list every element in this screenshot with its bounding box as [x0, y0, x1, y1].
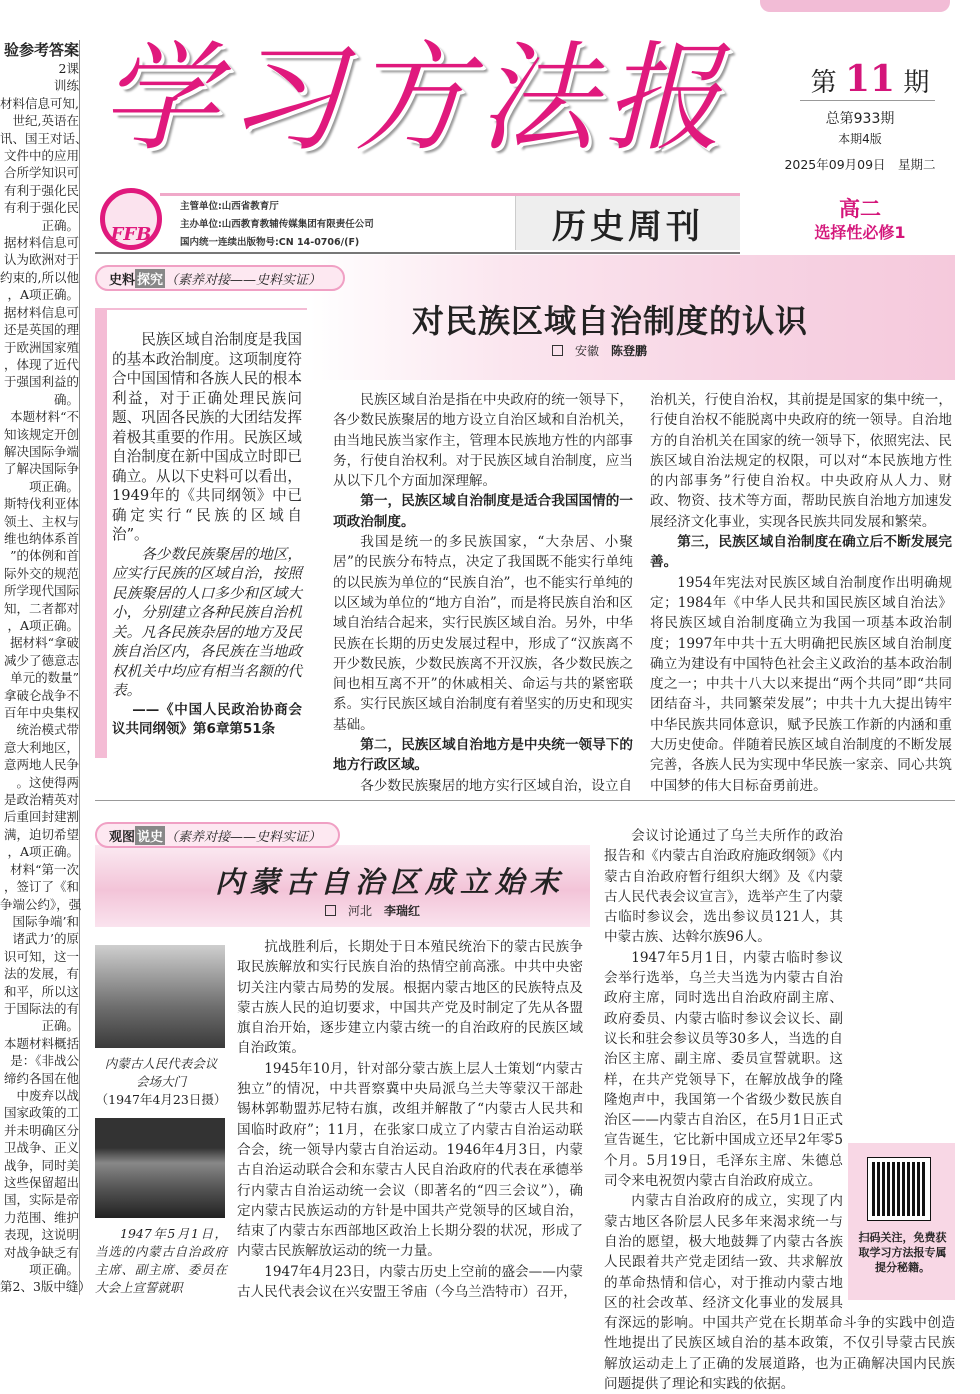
answer-line: 本题材料“不 — [10, 409, 79, 425]
answer-key-column — [0, 40, 91, 1295]
article1-column-2 — [650, 390, 952, 796]
answer-line: 领土、主权与 — [3, 513, 79, 529]
source-sidebar-text — [112, 330, 302, 740]
answer-line: 约束的,所以他 — [0, 269, 79, 285]
answer-line: 据材料信息可 — [3, 304, 79, 320]
caption-line: （1947年4月23日摄） — [95, 1092, 227, 1107]
answer-line: 还是英国的理 — [3, 322, 79, 338]
top-decoration-bar — [760, 0, 950, 12]
answer-line: 法的发展，有 — [3, 966, 79, 982]
article1-byline — [552, 342, 647, 359]
answer-line: 识可知，这一 — [3, 948, 79, 964]
answer-line: 并未明确区分 — [3, 1122, 79, 1138]
answer-line: 有利于强化民 — [3, 200, 79, 216]
answer-line: 于欧洲国家殖 — [3, 339, 79, 355]
tag-subtitle: （素养对接——史料实证） — [165, 829, 322, 845]
issue-prefix: 第 — [810, 68, 837, 98]
photo2-caption: 1947年5月1日，当选的内蒙古自治政府主席、副主席、委员在大会上宣誓就职 — [95, 1226, 227, 1295]
paragraph: 会议讨论通过了乌兰夫所作的政治报告和《内蒙古自治政府施政纲领》《内蒙古自治政府暂行组织大纲》及《内蒙古人民代表会议宣言》，选举产生了内蒙古临时参议会，选出参议员121人，其中蒙古族、达斡尔族96人。 — [604, 828, 843, 946]
answer-line: 有利于强化民 — [3, 182, 79, 198]
section-tag-picture-history — [95, 822, 340, 848]
newspaper-masthead: 学习方法报 — [100, 29, 731, 167]
paragraph: 我国是统一的多民族国家，“大杂居、小聚居”的民族分布特点，决定了我国既不能实行单纯的以民族为单位的“民族自治”，也不能实行单纯的以区域为单位的“地方自治”，而是将民族自治和区域自治结合起来，实行民族区域自治。另外，中华民族在长期的历史发展过程中，形成了“汉族离不开少数民族，少数民族离不开汉族，各少数民族之间也相互离不开”的休戚相关、命运与共的紧密联系。实行民族区域自治制度有着坚实的历史和现实基础。 — [333, 534, 633, 733]
answer-line: 验参考答案 — [3, 41, 79, 59]
answer-line: 减少了德意志 — [3, 652, 79, 668]
grade-label: 高二 — [839, 197, 881, 221]
answer-line: 正确。 — [41, 217, 79, 233]
author-region: 河北 — [348, 904, 373, 918]
subheading: 第二，民族区域自治地方是中央统一领导下的地方行政区域。 — [333, 737, 633, 774]
answer-line: 拿破仑战争不 — [3, 687, 79, 703]
tag-highlight: 探究 — [135, 269, 165, 288]
byline-box-icon — [552, 345, 563, 356]
answer-line: 了解决国际争 — [3, 461, 79, 477]
answer-line: 于国际法的有 — [3, 1000, 79, 1016]
answer-line: 文件中的应用 — [3, 148, 79, 164]
answer-line: 2课 — [58, 61, 79, 76]
answer-line: 国际争端’和 — [12, 913, 79, 929]
sidebar-source: ——《中国人民政治协商会议共同纲领》第6章第51条 — [112, 701, 302, 737]
issue-number — [770, 58, 970, 100]
answer-line: 国家政策的工 — [3, 1105, 79, 1121]
answer-line: 表现，这说明 — [3, 1227, 79, 1243]
page-count: 本期4版 — [838, 132, 882, 146]
answer-line: ，体现了近代 — [3, 356, 79, 372]
issue-number-value: 11 — [844, 58, 896, 100]
sidebar-intro: 民族区域自治制度是我国的基本政治制度。这项制度符合中国国情和各族人民的根本利益，对于正确处理民族问题、巩固各民族的大团结发挥着极其重要的作用。民族区域自治制度在新中国成立时即已确立。从以下史料可以看出，1949年的《共同纲领》中已确定实行“民族的区域自治”。 — [112, 331, 302, 543]
logo-text: FFB — [110, 224, 152, 245]
header-divider — [95, 252, 740, 254]
sidebar-quote: 各少数民族聚居的地区，应实行民族的区域自治，按照民族聚居的人口多少和区域大小，分别建立各种民族自治机关。凡各民族杂居的地方及民族自治区内，各民族在当地政权机关中均应有相当名额的代表。 — [112, 545, 302, 699]
answer-line: 世纪,英语在 — [12, 113, 79, 129]
author-name: 李瑞红 — [384, 904, 421, 918]
answer-line: 第2、3版中缝） — [0, 1279, 91, 1295]
paragraph: 各少数民族聚居的地方实行区域自治，设立自 — [360, 777, 633, 794]
issue-date: 2025年09月09日 星期二 — [784, 157, 936, 172]
answer-line: 这些保留超出 — [3, 1175, 79, 1190]
answer-line: 缔约各国在他 — [3, 1070, 79, 1086]
author-name: 陈登鹏 — [611, 344, 648, 358]
answer-line: 材料“第一次 — [10, 861, 79, 877]
qr-promo-text: 扫码关注，免费获取学习方法报专属提分秘籍。 — [858, 1231, 947, 1274]
answer-line: 战争，同时美 — [3, 1157, 79, 1173]
paragraph: 1947年5月1日，内蒙古临时参议会举行选举，乌兰夫当选为内蒙古自治政府主席，同时选出自治政府副主席、政府委员、内蒙古临时参议会议长、副议长和驻会参议员等30多人，当选的自治区主席、副主席、委员宣誓就职。这样，在共产党领导下，在解放战争的隆隆炮声中，我国第一个省级少数民族自治区——内蒙古自治区，在5月1日正式宣告诞生，它比新中国成立还早2年零5个月。5月19日，毛泽东主席、朱德总司令来电祝贺内蒙古自治政府成立。 — [604, 949, 843, 1190]
answer-line: 讯、国王对话、 — [0, 130, 88, 146]
answer-line: ，A项正确。 — [7, 618, 79, 633]
answer-line: 。这使得两 — [16, 774, 79, 790]
issue-suffix: 期 — [903, 68, 930, 98]
caption-line: 内蒙古人民代表会议 — [104, 1056, 218, 1071]
answer-line: 项正确。 — [28, 478, 79, 494]
supervisor-info: 主管单位:山西省教育厅 — [180, 201, 279, 212]
answer-line: 据材料信息可 — [3, 235, 79, 251]
tag-highlight: 说史 — [135, 826, 165, 845]
article2-title: 内蒙古自治区成立始末 — [214, 865, 565, 899]
article2-column-1 — [237, 937, 583, 1302]
answer-line: 后重回封建割 — [3, 809, 79, 825]
answer-line: 知该规定开创 — [3, 426, 79, 442]
answer-line: 维也纳体系首 — [3, 530, 79, 546]
answer-line: ，A项正确。 — [7, 287, 79, 303]
answer-line: ，A项正确。 — [7, 844, 79, 860]
subheading: 第一，民族区域自治制度是适合我国国情的一项政治制度。 — [333, 493, 633, 530]
answer-line: 诸武力’的原 — [12, 931, 79, 947]
author-region: 安徽 — [575, 344, 600, 358]
answer-line: 际外交的规范 — [3, 565, 79, 581]
answer-line: 意两地人民争 — [3, 757, 79, 773]
answer-line: 正确。 — [41, 1018, 79, 1034]
tag-label: 观图 — [109, 829, 136, 845]
section-title-history-weekly: 历史周刊 — [515, 196, 740, 250]
answer-line: 争端公约》，强 — [0, 896, 82, 912]
answer-line: 本题材料概括 — [3, 1035, 79, 1051]
paragraph: 治机关，行使自治权，其前提是国家的集中统一，行使自治权不能脱离中央政府的统一领导。自治地方的自治机关在国家的统一领导下，依照宪法、民族区域自治法规定的权限，可以对“本民族地方性的内部事务”行使自治权。中央政府从人力、财政、物资、技术等方面，帮助民族自治地方加速发展经济文化事业，实现各民族共同发展和繁荣。 — [650, 392, 952, 530]
answer-line: 是政治精英对 — [3, 792, 79, 808]
answer-line: 认为欧洲对于 — [3, 252, 79, 268]
photo-conference-gate — [95, 945, 225, 1048]
sponsor-info: 主办单位:山西教育教辅传媒集团有限责任公司 — [180, 219, 374, 230]
subheading: 第三，民族区域自治制度在确立后不断发展完善。 — [650, 534, 952, 571]
answer-line: 确。 — [53, 391, 79, 407]
paragraph: 民族区域自治是指在中央政府的统一领导下，各少数民族聚居的地方设立自治区域和自治机关，由当地民族当家作主，管理本民族地方性的内部事务，行使自治权利。对于民族区域自治制度，应当从以下几个方面加深理解。 — [333, 392, 633, 490]
answer-line: 合所学知识可 — [3, 165, 79, 181]
article1-title: 对民族区域自治制度的认识 — [411, 302, 808, 340]
paragraph: 1945年10月，针对部分蒙古族上层人士策划“内蒙古独立”的情况，中共晋察冀中央局派乌兰夫等蒙汉干部赴锡林郭勒盟苏尼特右旗，改组并解散了“内蒙古人民共和国临时政府”；11月，在张家口成立了内蒙古自治运动联合会，统一领导内蒙古自治运动。1946年4月3日，内蒙古自治运动联合会和东蒙古人民自治政府的代表在承德举行内蒙古自治运动统一会议（即著名的“四三会议”），确定内蒙古民族运动的方针是中国共产党领导的区域自治，结束了内蒙古东西部地区政治上长期分裂的状况，形成了内蒙古民族解放运动的统一力量。 — [237, 1060, 583, 1260]
answer-line: 据材料“拿破 — [10, 635, 79, 651]
paragraph: 抗战胜利后，长期处于日本殖民统治下的蒙古民族争取民族解放和实行民族自治的热情空前高涨。中共中央密切关注内蒙古局势的发展。根据内蒙古地区的民族特点及蒙古族人民的迫切要求，中国共产党及时制定了先从各盟旗自治开始，逐步建立内蒙古统一的自治政府的民族区域自治政策。 — [237, 939, 583, 1057]
paragraph: 内蒙古自治政府的成立，实现了内蒙古地区各阶层人民多年来渴求统一与自治的愿望，极大地鼓舞了内蒙古各族人民跟着共产党走团结一致、共求解放的革命热情和信心，对于推动内蒙古地区的社会改革、经济文化事业的发展具有深远的影响。中国共产党在长期革命斗争的实践中创造性地提出了民族区域自治的基本政策，不仅引导蒙古民族解放运动走上了正确的发展道路，也为正确解决国内民族问题提供了理论和实践的依据。 — [604, 1193, 955, 1393]
answer-line: 对战争缺乏有 — [3, 1244, 79, 1260]
photo1-caption — [92, 1055, 230, 1109]
article1-column-1 — [333, 390, 633, 796]
answer-line: ”的体例和首 — [10, 548, 79, 564]
answer-line: 训练 — [53, 78, 79, 94]
answer-line: 百年中央集权 — [3, 705, 79, 721]
answer-line: 项正确。 — [28, 1262, 79, 1278]
tag-label: 史料 — [109, 272, 136, 288]
qr-code-icon[interactable] — [868, 1158, 930, 1220]
total-issue: 总第933期 — [825, 111, 895, 127]
answer-line: 国，实际是帝 — [3, 1192, 79, 1208]
article2-byline — [325, 902, 420, 919]
serial-number: 国内统一连续出版物号:CN 14-0706/(F) — [180, 237, 360, 248]
answer-line: 材料信息可知, — [0, 95, 79, 111]
answer-line: 所学现代国际 — [3, 583, 79, 599]
caption-line: 会场大门 — [135, 1074, 186, 1089]
photo-swearing-in — [95, 1118, 225, 1218]
answer-line: 知，二者都对 — [3, 600, 79, 616]
paragraph: 1954年宪法对民族区域自治制度作出明确规定；1984年《中华人民共和国民族区域自治法》将民族区域自治制度确立为我国一项基本政治制度；1997年中共十五大明确把民族区域自治制度确立为建设有中国特色社会主义政治的基本政治制度之一；中共十八大以来提出“两个共同”即“共同团结奋斗，共同繁荣发展”；中共十九大提出铸牢中华民族共同体意识，赋予民族工作新的内涵和重大历史使命。伴随着民族区域自治制度的不断发展完善，各族人民为实现中华民族一家亲、同心共筑中国梦的伟大目标奋勇前进。 — [650, 574, 952, 794]
course-label: 选择性必修1 — [814, 223, 906, 242]
answer-line: 和平，所以这 — [3, 983, 79, 999]
answer-line: ，签订了《和 — [3, 879, 79, 895]
answer-line: 解决国际争端 — [3, 443, 79, 459]
answer-line: 斯特伐利亚体 — [3, 496, 79, 512]
answer-line: 意大利地区， — [3, 739, 79, 755]
answer-line: 是：《非战公 — [10, 1053, 79, 1069]
answer-line: 力范围、维护 — [3, 1209, 79, 1225]
paragraph: 1947年4月23日，内蒙古历史上空前的盛会——内蒙古人民代表会议在兴安盟王爷庙（今乌兰浩特市）召开， — [237, 1263, 584, 1301]
answer-line: 于强国利益的 — [3, 374, 79, 390]
answer-line: 单元的数量” — [10, 670, 79, 686]
section-tag-source-inquiry — [95, 265, 345, 291]
byline-box-icon — [325, 905, 336, 916]
section-divider — [95, 800, 955, 801]
issue-underline — [800, 100, 935, 101]
article2-column-2 — [604, 826, 955, 1394]
tag-subtitle: （素养对接——史料实证） — [165, 272, 322, 288]
answer-line: 满，迫切希望 — [3, 826, 79, 842]
newspaper-logo — [100, 188, 162, 250]
answer-line: 卫战争、正义 — [3, 1140, 79, 1156]
answer-line: 统治模式带 — [16, 722, 79, 738]
answer-line: 中废弃以战 — [16, 1087, 79, 1103]
